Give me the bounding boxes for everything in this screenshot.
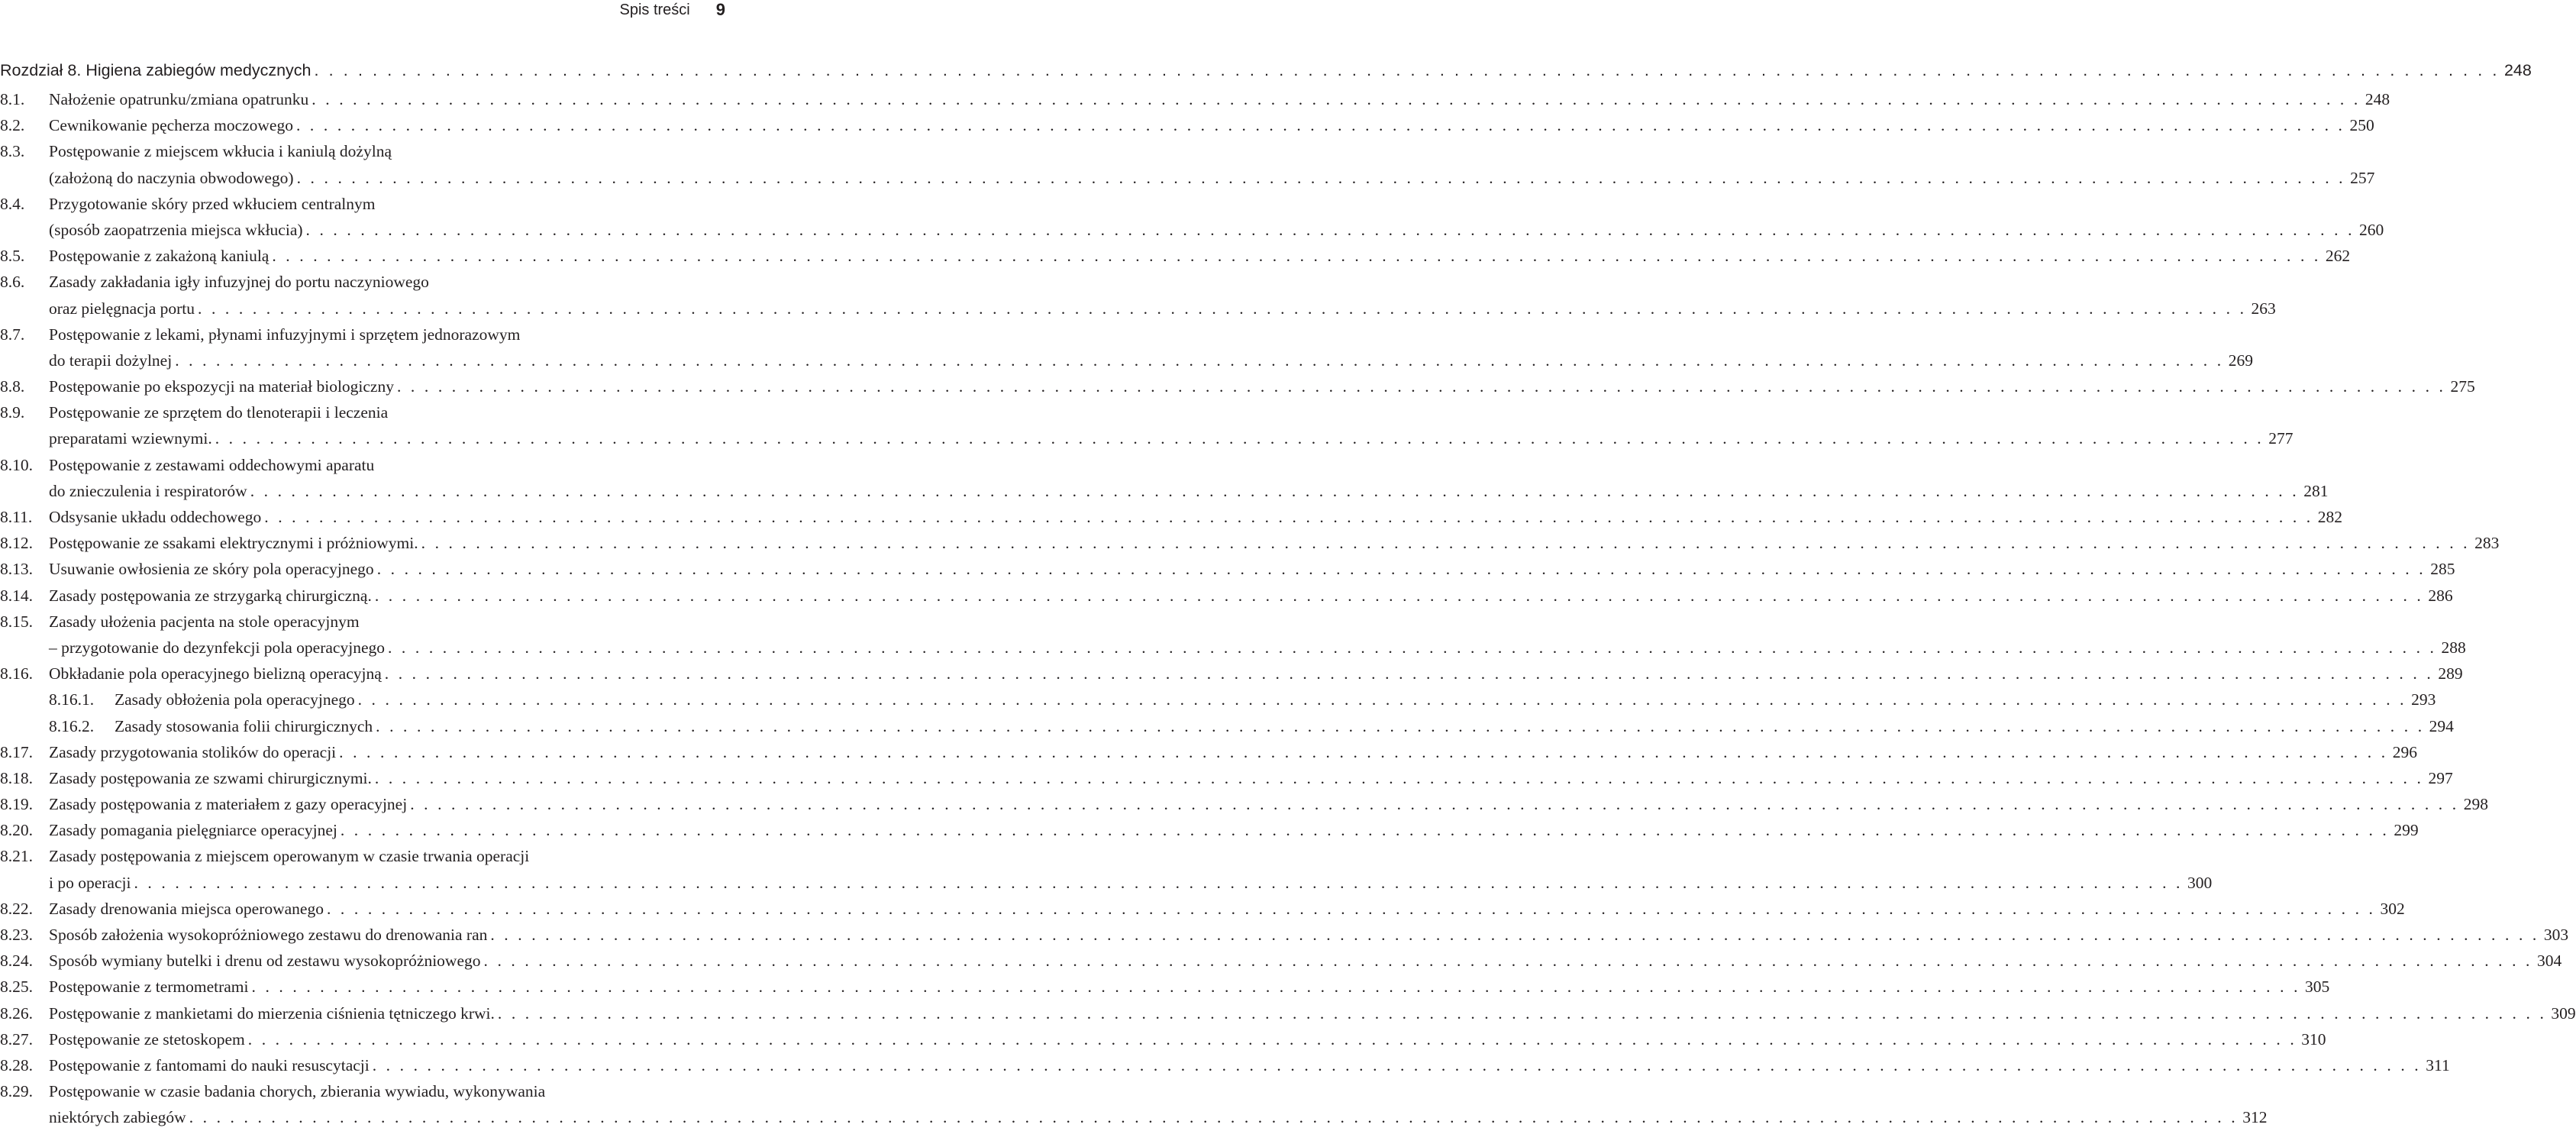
entry-title: niektórych zabiegów — [49, 1108, 186, 1127]
entry-title: Usuwanie owłosienia ze skóry pola operacyjnego — [49, 560, 374, 579]
toc-entry[interactable] — [0, 243, 2351, 269]
leader-dots: . . . . . . . . . . . . . . . . . . . . . . . . . . . . . . . . . . . . . . . . . . . . . . . . . . . . . . . . . . . . . . . . . . . . . . . . . . . . . . . . . . . . . . . . . . . . . . . . . . . . . . . . . . . . . . . . . . . . . . . . . . . . . . . . . . . . . . . . . . . . . . . . . . . . . . — [198, 299, 2247, 318]
entry-page: 285 — [2430, 560, 2455, 579]
leader-dots: . . . . . . . . . . . . . . . . . . . . . . . . . . . . . . . . . . . . . . . . . . . . . . . . . . . . . . . . . . . . . . . . . . . . . . . . . . . . . . . . . . . . . . . . . . . . . . . . . . . . . . . . . . . . . . . . . . . . . . . . . . . . . . . . . . . . . . . . . . . . . . . . . . . . . . — [314, 61, 2500, 79]
entry-number: 8.22. — [0, 899, 33, 918]
entry-page: 311 — [2426, 1055, 2450, 1074]
entry-title: Postępowanie w czasie badania chorych, zbierania wywiadu, wykonywania — [49, 1082, 546, 1101]
entry-title: Zasady postępowania z materiałem z gazy operacyjnej — [49, 795, 408, 814]
toc-entries — [0, 86, 2576, 1131]
entry-title: do terapii dożylnej — [49, 351, 173, 370]
toc-subentry[interactable] — [0, 687, 2436, 713]
toc-entry-line — [0, 843, 727, 869]
toc-entry-line — [0, 504, 2343, 530]
toc-entry[interactable] — [0, 922, 2569, 948]
entry-title: Zasady pomagania pielęgniarce operacyjnej — [49, 821, 337, 840]
toc-entry[interactable] — [0, 1000, 2576, 1026]
entry-number: 8.23. — [0, 926, 33, 944]
entry-number: 8.4. — [0, 194, 25, 213]
toc-entry-line — [0, 191, 727, 217]
running-header-section: Spis treści — [619, 1, 690, 18]
toc-entry[interactable] — [0, 609, 2466, 661]
entry-title: Postępowanie po ekspozycji na materiał biologiczny — [49, 377, 394, 396]
entry-title: Zasady zakładania igły infuzyjnej do portu naczyniowego — [49, 273, 429, 292]
entry-page: 289 — [2438, 664, 2463, 683]
entry-number: 8.7. — [0, 325, 25, 344]
table-of-contents — [0, 56, 2576, 1131]
toc-entry[interactable] — [0, 843, 2213, 895]
entry-title: Zasady postępowania ze strzygarką chirurgiczną. — [49, 586, 372, 605]
leader-dots: . . . . . . . . . . . . . . . . . . . . . . . . . . . . . . . . . . . . . . . . . . . . . . . . . . . . . . . . . . . . . . . . . . . . . . . . . . . . . . . . . . . . . . . . . . . . . . . . . . . . . . . . . . . . . . . . . . . . . . . . . . . . . . . . . . . . . . . . . . . . . . . . . . . . . . — [264, 508, 2313, 526]
entry-page: 309 — [2551, 1003, 2576, 1023]
entry-title: Postępowanie ze stetoskopem — [49, 1029, 245, 1049]
leader-dots: . . . . . . . . . . . . . . . . . . . . . . . . . . . . . . . . . . . . . . . . . . . . . . . . . . . . . . . . . . . . . . . . . . . . . . . . . . . . . . . . . . . . . . . . . . . . . . . . . . . . . . . . . . . . . . . . . . . . . . . . . . . . . . . . . . . . . . . . . . . . . . . . . . . . . . — [340, 821, 2390, 840]
toc-entry-line — [0, 243, 2351, 269]
toc-entry-line — [0, 661, 2463, 687]
entry-title: Przygotowanie skóry przed wkłuciem centralnym — [49, 194, 376, 213]
entry-page: 257 — [2350, 168, 2375, 187]
toc-entry[interactable] — [0, 583, 2453, 609]
entry-page: 269 — [2228, 351, 2253, 370]
entry-title: Postępowanie z zestawami oddechowymi aparatu — [49, 455, 375, 474]
entry-title: oraz pielęgnacja portu — [49, 299, 195, 318]
leader-dots: . . . . . . . . . . . . . . . . . . . . . . . . . . . . . . . . . . . . . . . . . . . . . . . . . . . . . . . . . . . . . . . . . . . . . . . . . . . . . . . . . . . . . . . . . . . . . . . . . . . . . . . . . . . . . . . . . . . . . . . . . . . . . . . . . . . . . . . . . . . . . . . . . . . . . . — [421, 534, 2471, 553]
toc-entry-line — [0, 635, 2466, 661]
entry-title: – przygotowanie do dezynfekcji pola operacyjnego — [49, 638, 385, 657]
toc-entry-line — [0, 791, 2488, 817]
entry-title: Nałożenie opatrunku/zmiana opatrunku — [49, 90, 309, 108]
entry-title: do znieczulenia i respiratorów — [49, 481, 247, 500]
toc-entry-line — [0, 974, 2330, 1000]
entry-title: Zasady przygotowania stolików do operacji — [49, 742, 337, 761]
entry-number: 8.3. — [0, 142, 25, 161]
leader-dots: . . . . . . . . . . . . . . . . . . . . . . . . . . . . . . . . . . . . . . . . . . . . . . . . . . . . . . . . . . . . . . . . . . . . . . . . . . . . . . . . . . . . . . . . . . . . . . . . . . . . . . . . . . . . . . . . . . . . . . . . . . . . . . . . . . . . . . . . . . . . . . . . . . . . . . — [251, 978, 2301, 997]
leader-dots: . . . . . . . . . . . . . . . . . . . . . . . . . . . . . . . . . . . . . . . . . . . . . . . . . . . . . . . . . . . . . . . . . . . . . . . . . . . . . . . . . . . . . . . . . . . . . . . . . . . . . . . . . . . . . . . . . . . . . . . . . . . . . . . . . . . . . . . . . . . . . . . . . . . . . . — [357, 690, 2407, 709]
leader-dots: . . . . . . . . . . . . . . . . . . . . . . . . . . . . . . . . . . . . . . . . . . . . . . . . . . . . . . . . . . . . . . . . . . . . . . . . . . . . . . . . . . . . . . . . . . . . . . . . . . . . . . . . . . . . . . . . . . . . . . . . . . . . . . . . . . . . . . . . . . . . . . . . . . . . . . — [374, 768, 2424, 787]
entry-title: Cewnikowanie pęcherza moczowego — [49, 116, 293, 135]
leader-dots: . . . . . . . . . . . . . . . . . . . . . . . . . . . . . . . . . . . . . . . . . . . . . . . . . . . . . . . . . . . . . . . . . . . . . . . . . . . . . . . . . . . . . . . . . . . . . . . . . . . . . . . . . . . . . . . . . . . . . . . . . . . . . . . . . . . . . . . . . . . . . . . . . . . . . . — [376, 716, 2425, 735]
toc-chapter[interactable] — [0, 56, 2532, 85]
entry-page: 294 — [2429, 716, 2454, 735]
toc-entry[interactable] — [0, 112, 2374, 138]
entry-title: Zasady stosowania folii chirurgicznych — [115, 716, 373, 735]
toc-entry-line — [0, 556, 2455, 582]
leader-dots: . . . . . . . . . . . . . . . . . . . . . . . . . . . . . . . . . . . . . . . . . . . . . . . . . . . . . . . . . . . . . . . . . . . . . . . . . . . . . . . . . . . . . . . . . . . . . . . . . . . . . . . . . . . . . . . . . . . . . . . . . . . . . . . . . . . . . . . . . . . . . . . . . . . . . . — [326, 899, 2376, 918]
entry-page: 288 — [2441, 638, 2466, 657]
entry-number: 8.16.2. — [49, 716, 95, 735]
entry-number: 8.25. — [0, 978, 33, 997]
toc-entry-line — [0, 896, 2405, 922]
entry-number: 8.13. — [0, 560, 33, 579]
entry-title: i po operacji — [49, 873, 131, 892]
toc-entry-line — [0, 269, 727, 295]
toc-entry-line — [0, 322, 727, 347]
entry-title: Zasady drenowania miejsca operowanego — [49, 899, 324, 918]
entry-number: 8.15. — [0, 612, 33, 631]
toc-entry[interactable] — [0, 86, 2390, 112]
toc-entry[interactable] — [0, 739, 2417, 765]
entry-number: 8.14. — [0, 586, 33, 605]
toc-entry-line — [0, 1000, 2576, 1026]
chapter-page: 248 — [2503, 61, 2532, 79]
entry-number: 8.6. — [0, 273, 25, 292]
leader-dots: . . . . . . . . . . . . . . . . . . . . . . . . . . . . . . . . . . . . . . . . . . . . . . . . . . . . . . . . . . . . . . . . . . . . . . . . . . . . . . . . . . . . . . . . . . . . . . . . . . . . . . . . . . . . . . . . . . . . . . . . . . . . . . . . . . . . . . . . . . . . . . . . . . . . . . — [497, 1003, 2547, 1023]
entry-page: 302 — [2380, 899, 2405, 918]
entry-title: Zasady ułożenia pacjenta na stole operacyjnym — [49, 612, 360, 631]
toc-entry[interactable] — [0, 974, 2330, 1000]
entry-page: 303 — [2543, 926, 2569, 944]
leader-dots: . . . . . . . . . . . . . . . . . . . . . . . . . . . . . . . . . . . . . . . . . . . . . . . . . . . . . . . . . . . . . . . . . . . . . . . . . . . . . . . . . . . . . . . . . . . . . . . . . . . . . . . . . . . . . . . . . . . . . . . . . . . . . . . . . . . . . . . . . . . . . . . . . . . . . . — [387, 638, 2437, 657]
toc-entry-line — [0, 425, 2294, 451]
entry-title: Zasady postępowania ze szwami chirurgicznymi. — [49, 768, 372, 787]
entry-number: 8.24. — [0, 952, 33, 971]
entry-number: 8.16. — [0, 664, 33, 683]
toc-entry[interactable] — [0, 1052, 2450, 1078]
entry-number: 8.21. — [0, 847, 33, 866]
toc-entry-line — [0, 373, 2475, 399]
toc-entry[interactable] — [0, 765, 2453, 791]
toc-entry-line — [0, 478, 2329, 504]
entry-number: 8.26. — [0, 1003, 33, 1023]
entry-page: 250 — [2349, 116, 2374, 135]
entry-title: Obkładanie pola operacyjnego bielizną operacyjną — [49, 664, 382, 683]
entry-title: Postępowanie z mankietami do mierzenia ciśnienia tętniczego krwi. — [49, 1003, 495, 1023]
toc-entry-line — [0, 583, 2453, 609]
entry-title: Zasady postępowania z miejscem operowanym w czasie trwania operacji — [49, 847, 530, 866]
leader-dots: . . . . . . . . . . . . . . . . . . . . . . . . . . . . . . . . . . . . . . . . . . . . . . . . . . . . . . . . . . . . . . . . . . . . . . . . . . . . . . . . . . . . . . . . . . . . . . . . . . . . . . . . . . . . . . . . . . . . . . . . . . . . . . . . . . . . . . . . . . . . . . . . . . . . . . — [250, 481, 2300, 500]
leader-dots: . . . . . . . . . . . . . . . . . . . . . . . . . . . . . . . . . . . . . . . . . . . . . . . . . . . . . . . . . . . . . . . . . . . . . . . . . . . . . . . . . . . . . . . . . . . . . . . . . . . . . . . . . . . . . . . . . . . . . . . . . . . . . . . . . . . . . . . . . . . . . . . . . . . . . . — [410, 795, 2459, 814]
leader-dots: . . . . . . . . . . . . . . . . . . . . . . . . . . . . . . . . . . . . . . . . . . . . . . . . . . . . . . . . . . . . . . . . . . . . . . . . . . . . . . . . . . . . . . . . . . . . . . . . . . . . . . . . . . . . . . . . . . . . . . . . . . . . . . . . . . . . . . . . . . . . . . . . . . . . . . — [339, 742, 2388, 761]
entry-title: Sposób wymiany butelki i drenu od zestawu wysokopróżniowego — [49, 952, 481, 971]
toc-entry-line — [0, 817, 2419, 843]
entry-page: 286 — [2428, 586, 2453, 605]
toc-entry[interactable] — [0, 791, 2488, 817]
chapter-title: Rozdział 8. Higiena zabiegów medycznych — [0, 61, 312, 79]
entry-page: 263 — [2251, 299, 2276, 318]
entry-number: 8.19. — [0, 795, 33, 814]
leader-dots: . . . . . . . . . . . . . . . . . . . . . . . . . . . . . . . . . . . . . . . . . . . . . . . . . . . . . . . . . . . . . . . . . . . . . . . . . . . . . . . . . . . . . . . . . . . . . . . . . . . . . . . . . . . . . . . . . . . . . . . . . . . . . . . . . . . . . . . . . . . . . . . . . . . . . . — [396, 377, 2446, 396]
leader-dots: . . . . . . . . . . . . . . . . . . . . . . . . . . . . . . . . . . . . . . . . . . . . . . . . . . . . . . . . . . . . . . . . . . . . . . . . . . . . . . . . . . . . . . . . . . . . . . . . . . . . . . . . . . . . . . . . . . . . . . . . . . . . . . . . . . . . . . . . . . . . . . . . . . . . . . — [247, 1029, 2297, 1049]
entry-title: (założoną do naczynia obwodowego) — [49, 168, 294, 187]
leader-dots: . . . . . . . . . . . . . . . . . . . . . . . . . . . . . . . . . . . . . . . . . . . . . . . . . . . . . . . . . . . . . . . . . . . . . . . . . . . . . . . . . . . . . . . . . . . . . . . . . . . . . . . . . . . . . . . . . . . . . . . . . . . . . . . . . . . . . . . . . . . . . . . . . . . . . . — [384, 664, 2434, 683]
entry-page: 304 — [2537, 952, 2562, 971]
entry-page: 262 — [2325, 247, 2351, 266]
entry-page: 296 — [2392, 742, 2417, 761]
leader-dots: . . . . . . . . . . . . . . . . . . . . . . . . . . . . . . . . . . . . . . . . . . . . . . . . . . . . . . . . . . . . . . . . . . . . . . . . . . . . . . . . . . . . . . . . . . . . . . . . . . . . . . . . . . . . . . . . . . . . . . . . . . . . . . . . . . . . . . . . . . . . . . . . . . . . . . — [483, 952, 2533, 971]
toc-entry-line — [0, 138, 727, 164]
entry-number: 8.20. — [0, 821, 33, 840]
entry-title: Postępowanie z miejscem wkłucia i kaniulą dożylną — [49, 142, 392, 161]
toc-entry[interactable] — [0, 530, 2500, 556]
entry-title: preparatami wziewnymi. — [49, 429, 212, 448]
toc-entry[interactable] — [0, 896, 2405, 922]
running-header — [620, 0, 726, 20]
entry-number: 8.28. — [0, 1055, 33, 1074]
entry-number: 8.8. — [0, 377, 25, 396]
toc-entry-line — [0, 1052, 2450, 1078]
entry-page: 305 — [2305, 978, 2330, 997]
leader-dots: . . . . . . . . . . . . . . . . . . . . . . . . . . . . . . . . . . . . . . . . . . . . . . . . . . . . . . . . . . . . . . . . . . . . . . . . . . . . . . . . . . . . . . . . . . . . . . . . . . . . . . . . . . . . . . . . . . . . . . . . . . . . . . . . . . . . . . . . . . . . . . . . . . . . . . — [376, 560, 2426, 579]
entry-page: 277 — [2268, 429, 2294, 448]
toc-entry[interactable] — [0, 817, 2419, 843]
toc-entry-line — [0, 165, 2375, 191]
entry-number: 8.11. — [0, 508, 33, 526]
toc-entry-line — [0, 452, 727, 478]
leader-dots: . . . . . . . . . . . . . . . . . . . . . . . . . . . . . . . . . . . . . . . . . . . . . . . . . . . . . . . . . . . . . . . . . . . . . . . . . . . . . . . . . . . . . . . . . . . . . . . . . . . . . . . . . . . . . . . . . . . . . . . . . . . . . . . . . . . . . . . . . . . . . . . . . . . . . . — [490, 926, 2539, 944]
entry-page: 299 — [2394, 821, 2419, 840]
leader-dots: . . . . . . . . . . . . . . . . . . . . . . . . . . . . . . . . . . . . . . . . . . . . . . . . . . . . . . . . . . . . . . . . . . . . . . . . . . . . . . . . . . . . . . . . . . . . . . . . . . . . . . . . . . . . . . . . . . . . . . . . . . . . . . . . . . . . . . . . . . . . . . . . . . . . . . — [296, 168, 2346, 187]
toc-entry[interactable] — [0, 1026, 2326, 1052]
toc-entry-line — [0, 870, 2213, 896]
toc-entry-line — [0, 713, 2454, 739]
toc-entry[interactable] — [0, 661, 2463, 687]
entry-number: 8.2. — [0, 116, 25, 135]
entry-title: Postępowanie z termometrami — [49, 978, 249, 997]
entry-number: 8.1. — [0, 90, 25, 108]
toc-entry-line — [0, 765, 2453, 791]
entry-page: 248 — [2365, 90, 2390, 108]
entry-page: 300 — [2187, 873, 2213, 892]
running-header-page-number: 9 — [715, 0, 725, 19]
leader-dots: . . . . . . . . . . . . . . . . . . . . . . . . . . . . . . . . . . . . . . . . . . . . . . . . . . . . . . . . . . . . . . . . . . . . . . . . . . . . . . . . . . . . . . . . . . . . . . . . . . . . . . . . . . . . . . . . . . . . . . . . . . . . . . . . . . . . . . . . . . . . . . . . . . . . . . — [215, 429, 2264, 448]
entry-page: 275 — [2450, 377, 2475, 396]
entry-title: (sposób zaopatrzenia miejsca wkłucia) — [49, 220, 303, 239]
toc-entry-line — [0, 922, 2569, 948]
toc-subentry[interactable] — [0, 713, 2454, 739]
toc-entry-line — [0, 687, 2436, 713]
entry-title: Postępowanie z fantomami do nauki resuscytacji — [49, 1055, 370, 1074]
leader-dots: . . . . . . . . . . . . . . . . . . . . . . . . . . . . . . . . . . . . . . . . . . . . . . . . . . . . . . . . . . . . . . . . . . . . . . . . . . . . . . . . . . . . . . . . . . . . . . . . . . . . . . . . . . . . . . . . . . . . . . . . . . . . . . . . . . . . . . . . . . . . . . . . . . . . . . — [189, 1108, 2239, 1127]
toc-entry-line — [0, 112, 2374, 138]
entry-page: 283 — [2474, 534, 2500, 553]
toc-entry-line — [0, 739, 2417, 765]
leader-dots: . . . . . . . . . . . . . . . . . . . . . . . . . . . . . . . . . . . . . . . . . . . . . . . . . . . . . . . . . . . . . . . . . . . . . . . . . . . . . . . . . . . . . . . . . . . . . . . . . . . . . . . . . . . . . . . . . . . . . . . . . . . . . . . . . . . . . . . . . . . . . . . . . . . . . . — [374, 586, 2424, 605]
leader-dots: . . . . . . . . . . . . . . . . . . . . . . . . . . . . . . . . . . . . . . . . . . . . . . . . . . . . . . . . . . . . . . . . . . . . . . . . . . . . . . . . . . . . . . . . . . . . . . . . . . . . . . . . . . . . . . . . . . . . . . . . . . . . . . . . . . . . . . . . . . . . . . . . . . . . . . — [295, 116, 2345, 135]
toc-entry[interactable] — [0, 138, 2375, 190]
entry-title: Postępowanie z zakażoną kaniulą — [49, 247, 270, 266]
leader-dots: . . . . . . . . . . . . . . . . . . . . . . . . . . . . . . . . . . . . . . . . . . . . . . . . . . . . . . . . . . . . . . . . . . . . . . . . . . . . . . . . . . . . . . . . . . . . . . . . . . . . . . . . . . . . . . . . . . . . . . . . . . . . . . . . . . . . . . . . . . . . . . . . . . . . . . — [372, 1055, 2422, 1074]
toc-entry-line — [0, 948, 2562, 974]
toc-entry-line — [0, 217, 2384, 243]
entry-number: 8.16.1. — [49, 690, 95, 709]
leader-dots: . . . . . . . . . . . . . . . . . . . . . . . . . . . . . . . . . . . . . . . . . . . . . . . . . . . . . . . . . . . . . . . . . . . . . . . . . . . . . . . . . . . . . . . . . . . . . . . . . . . . . . . . . . . . . . . . . . . . . . . . . . . . . . . . . . . . . . . . . . . . . . . . . . . . . . — [305, 220, 2355, 239]
entry-number: 8.18. — [0, 768, 33, 787]
toc-entry[interactable] — [0, 452, 2329, 504]
toc-entry-line — [0, 1026, 2326, 1052]
toc-entry[interactable] — [0, 191, 2384, 243]
entry-title: Postępowanie ze ssakami elektrycznymi i próżniowymi. — [49, 534, 418, 553]
toc-entry-line — [0, 530, 2500, 556]
entry-number: 8.27. — [0, 1029, 33, 1049]
entry-number: 8.5. — [0, 247, 25, 266]
entry-title: Postępowanie ze sprzętem do tlenoterapii i leczenia — [49, 403, 389, 422]
entry-number: 8.29. — [0, 1082, 33, 1101]
entry-number: 8.12. — [0, 534, 33, 553]
leader-dots: . . . . . . . . . . . . . . . . . . . . . . . . . . . . . . . . . . . . . . . . . . . . . . . . . . . . . . . . . . . . . . . . . . . . . . . . . . . . . . . . . . . . . . . . . . . . . . . . . . . . . . . . . . . . . . . . . . . . . . . . . . . . . . . . . . . . . . . . . . . . . . . . . . . . . . — [134, 873, 2183, 892]
entry-title: Sposób założenia wysokopróżniowego zestawu do drenowania ran — [49, 926, 488, 944]
toc-entry[interactable] — [0, 504, 2343, 530]
toc-entry[interactable] — [0, 1078, 2268, 1130]
entry-number: 8.10. — [0, 455, 33, 474]
leader-dots: . . . . . . . . . . . . . . . . . . . . . . . . . . . . . . . . . . . . . . . . . . . . . . . . . . . . . . . . . . . . . . . . . . . . . . . . . . . . . . . . . . . . . . . . . . . . . . . . . . . . . . . . . . . . . . . . . . . . . . . . . . . . . . . . . . . . . . . . . . . . . . . . . . . . . . — [272, 247, 2321, 266]
toc-entry-line — [0, 347, 2253, 373]
toc-entry[interactable] — [0, 399, 2294, 451]
toc-entry-line — [0, 1078, 727, 1104]
entry-page: 281 — [2303, 481, 2329, 500]
toc-entry[interactable] — [0, 556, 2455, 582]
entry-number: 8.17. — [0, 742, 33, 761]
entry-page: 293 — [2411, 690, 2436, 709]
entry-title: Zasady obłożenia pola operacyjnego — [115, 690, 355, 709]
toc-entry[interactable] — [0, 322, 2253, 373]
toc-entry-line — [0, 296, 2276, 322]
entry-number: 8.9. — [0, 403, 25, 422]
entry-title: Odsysanie układu oddechowego — [49, 508, 262, 526]
leader-dots: . . . . . . . . . . . . . . . . . . . . . . . . . . . . . . . . . . . . . . . . . . . . . . . . . . . . . . . . . . . . . . . . . . . . . . . . . . . . . . . . . . . . . . . . . . . . . . . . . . . . . . . . . . . . . . . . . . . . . . . . . . . . . . . . . . . . . . . . . . . . . . . . . . . . . . — [175, 351, 2224, 370]
toc-entry-line — [0, 1104, 2268, 1130]
entry-page: 297 — [2428, 768, 2453, 787]
entry-page: 298 — [2463, 795, 2488, 814]
entry-page: 312 — [2242, 1108, 2268, 1127]
toc-entry[interactable] — [0, 948, 2562, 974]
toc-entry-line — [0, 86, 2390, 112]
toc-entry-line — [0, 609, 727, 635]
toc-entry-line — [0, 399, 727, 425]
toc-entry[interactable] — [0, 269, 2276, 321]
entry-page: 310 — [2301, 1029, 2326, 1049]
entry-page: 282 — [2317, 508, 2343, 526]
entry-title: Postępowanie z lekami, płynami infuzyjnymi i sprzętem jednorazowym — [49, 325, 521, 344]
entry-page: 260 — [2359, 220, 2384, 239]
toc-entry[interactable] — [0, 373, 2475, 399]
leader-dots: . . . . . . . . . . . . . . . . . . . . . . . . . . . . . . . . . . . . . . . . . . . . . . . . . . . . . . . . . . . . . . . . . . . . . . . . . . . . . . . . . . . . . . . . . . . . . . . . . . . . . . . . . . . . . . . . . . . . . . . . . . . . . . . . . . . . . . . . . . . . . . . . . . . . . . — [312, 90, 2361, 108]
